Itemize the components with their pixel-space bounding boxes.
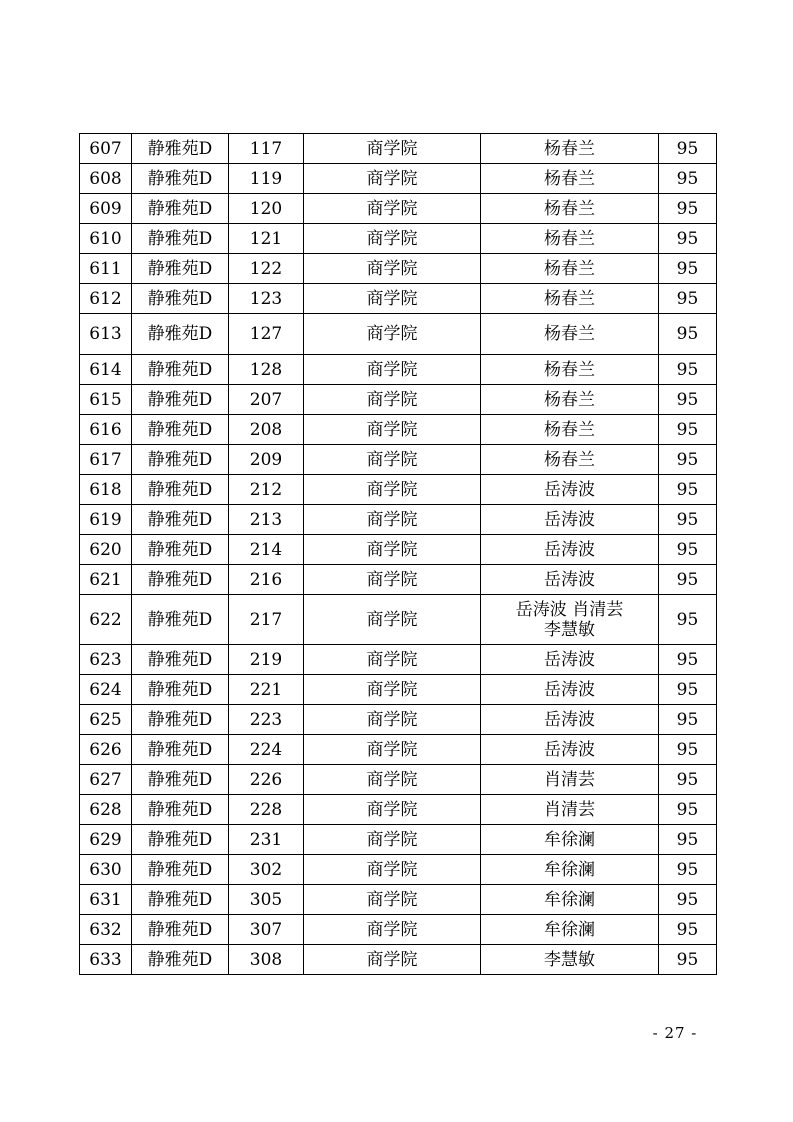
staff-name: 杨春兰 bbox=[544, 288, 595, 309]
score-cell: 95 bbox=[659, 355, 717, 385]
building-cell: 静雅苑D bbox=[132, 675, 229, 705]
row-number-cell: 609 bbox=[80, 194, 132, 224]
staff-cell bbox=[481, 915, 659, 945]
room-number-cell: 117 bbox=[229, 134, 304, 164]
staff-cell bbox=[481, 254, 659, 284]
room-number-cell: 207 bbox=[229, 385, 304, 415]
row-number-cell: 620 bbox=[80, 535, 132, 565]
table-row bbox=[80, 885, 717, 915]
row-number-cell: 617 bbox=[80, 445, 132, 475]
room-number-cell: 216 bbox=[229, 565, 304, 595]
staff-name: 杨春兰 bbox=[544, 389, 595, 410]
row-number-cell: 608 bbox=[80, 164, 132, 194]
staff-cell bbox=[481, 164, 659, 194]
score-cell: 95 bbox=[659, 385, 717, 415]
staff-cell bbox=[481, 885, 659, 915]
row-number-cell: 611 bbox=[80, 254, 132, 284]
college-cell: 商学院 bbox=[304, 314, 481, 355]
row-number-cell: 612 bbox=[80, 284, 132, 314]
staff-cell bbox=[481, 355, 659, 385]
college-cell: 商学院 bbox=[304, 945, 481, 975]
room-number-cell: 231 bbox=[229, 825, 304, 855]
row-number-cell: 629 bbox=[80, 825, 132, 855]
room-number-cell: 223 bbox=[229, 705, 304, 735]
room-number-cell: 226 bbox=[229, 765, 304, 795]
staff-name: 牟徐澜 bbox=[544, 829, 595, 850]
college-cell: 商学院 bbox=[304, 355, 481, 385]
row-number-cell: 616 bbox=[80, 415, 132, 445]
staff-name: 肖清芸 bbox=[544, 799, 595, 820]
room-number-cell: 217 bbox=[229, 595, 304, 645]
building-cell: 静雅苑D bbox=[132, 134, 229, 164]
score-cell: 95 bbox=[659, 765, 717, 795]
staff-name: 肖清芸 bbox=[544, 769, 595, 790]
staff-cell bbox=[481, 535, 659, 565]
row-number-cell: 623 bbox=[80, 645, 132, 675]
staff-cell bbox=[481, 645, 659, 675]
staff-name: 李慧敏 bbox=[544, 949, 595, 970]
row-number-cell: 628 bbox=[80, 795, 132, 825]
staff-cell bbox=[481, 415, 659, 445]
table-row bbox=[80, 825, 717, 855]
table-row bbox=[80, 915, 717, 945]
college-cell: 商学院 bbox=[304, 915, 481, 945]
row-number-cell: 619 bbox=[80, 505, 132, 535]
row-number-cell: 626 bbox=[80, 735, 132, 765]
table-row bbox=[80, 765, 717, 795]
dormitory-score-table bbox=[79, 133, 717, 975]
row-number-cell: 610 bbox=[80, 224, 132, 254]
staff-cell bbox=[481, 765, 659, 795]
room-number-cell: 120 bbox=[229, 194, 304, 224]
staff-name: 岳涛波 bbox=[544, 649, 595, 670]
college-cell: 商学院 bbox=[304, 475, 481, 505]
score-cell: 95 bbox=[659, 915, 717, 945]
staff-name: 杨春兰 bbox=[544, 168, 595, 189]
row-number-cell: 631 bbox=[80, 885, 132, 915]
score-cell: 95 bbox=[659, 415, 717, 445]
staff-name: 岳涛波 bbox=[544, 539, 595, 560]
building-cell: 静雅苑D bbox=[132, 645, 229, 675]
score-cell: 95 bbox=[659, 855, 717, 885]
table-row bbox=[80, 505, 717, 535]
staff-name: 岳涛波 bbox=[544, 479, 595, 500]
building-cell: 静雅苑D bbox=[132, 194, 229, 224]
staff-name: 杨春兰 bbox=[544, 324, 595, 344]
college-cell: 商学院 bbox=[304, 164, 481, 194]
staff-cell bbox=[481, 565, 659, 595]
table-row bbox=[80, 595, 717, 645]
building-cell: 静雅苑D bbox=[132, 705, 229, 735]
staff-cell bbox=[481, 795, 659, 825]
college-cell: 商学院 bbox=[304, 385, 481, 415]
college-cell: 商学院 bbox=[304, 855, 481, 885]
staff-name: 岳涛波 bbox=[544, 509, 595, 530]
score-cell: 95 bbox=[659, 945, 717, 975]
score-cell: 95 bbox=[659, 535, 717, 565]
row-number-cell: 627 bbox=[80, 765, 132, 795]
table-row bbox=[80, 254, 717, 284]
table-row bbox=[80, 475, 717, 505]
page-number: - 27 - bbox=[652, 1024, 698, 1042]
room-number-cell: 228 bbox=[229, 795, 304, 825]
college-cell: 商学院 bbox=[304, 284, 481, 314]
staff-name: 杨春兰 bbox=[544, 228, 595, 249]
college-cell: 商学院 bbox=[304, 445, 481, 475]
college-cell: 商学院 bbox=[304, 825, 481, 855]
college-cell: 商学院 bbox=[304, 565, 481, 595]
staff-name: 杨春兰 bbox=[544, 198, 595, 219]
staff-cell bbox=[481, 284, 659, 314]
building-cell: 静雅苑D bbox=[132, 765, 229, 795]
building-cell: 静雅苑D bbox=[132, 224, 229, 254]
staff-name: 杨春兰 bbox=[544, 258, 595, 279]
row-number-cell: 614 bbox=[80, 355, 132, 385]
staff-name: 杨春兰 bbox=[544, 359, 595, 380]
table-row bbox=[80, 355, 717, 385]
room-number-cell: 127 bbox=[229, 314, 304, 355]
building-cell: 静雅苑D bbox=[132, 385, 229, 415]
staff-cell bbox=[481, 505, 659, 535]
score-cell: 95 bbox=[659, 795, 717, 825]
score-cell: 95 bbox=[659, 224, 717, 254]
college-cell: 商学院 bbox=[304, 645, 481, 675]
room-number-cell: 119 bbox=[229, 164, 304, 194]
building-cell: 静雅苑D bbox=[132, 445, 229, 475]
row-number-cell: 615 bbox=[80, 385, 132, 415]
score-cell: 95 bbox=[659, 314, 717, 355]
room-number-cell: 209 bbox=[229, 445, 304, 475]
row-number-cell: 607 bbox=[80, 134, 132, 164]
table-row bbox=[80, 855, 717, 885]
staff-cell bbox=[481, 595, 659, 645]
row-number-cell: 613 bbox=[80, 314, 132, 355]
staff-cell bbox=[481, 385, 659, 415]
row-number-cell: 618 bbox=[80, 475, 132, 505]
building-cell: 静雅苑D bbox=[132, 505, 229, 535]
room-number-cell: 122 bbox=[229, 254, 304, 284]
college-cell: 商学院 bbox=[304, 675, 481, 705]
room-number-cell: 305 bbox=[229, 885, 304, 915]
room-number-cell: 224 bbox=[229, 735, 304, 765]
table-row bbox=[80, 194, 717, 224]
college-cell: 商学院 bbox=[304, 735, 481, 765]
row-number-cell: 632 bbox=[80, 915, 132, 945]
row-number-cell: 630 bbox=[80, 855, 132, 885]
building-cell: 静雅苑D bbox=[132, 825, 229, 855]
table-row bbox=[80, 134, 717, 164]
building-cell: 静雅苑D bbox=[132, 885, 229, 915]
row-number-cell: 622 bbox=[80, 595, 132, 645]
score-cell: 95 bbox=[659, 445, 717, 475]
table-row bbox=[80, 705, 717, 735]
staff-name: 牟徐澜 bbox=[544, 859, 595, 880]
room-number-cell: 123 bbox=[229, 284, 304, 314]
building-cell: 静雅苑D bbox=[132, 415, 229, 445]
row-number-cell: 625 bbox=[80, 705, 132, 735]
college-cell: 商学院 bbox=[304, 765, 481, 795]
row-number-cell: 633 bbox=[80, 945, 132, 975]
staff-cell bbox=[481, 855, 659, 885]
staff-cell bbox=[481, 314, 659, 355]
building-cell: 静雅苑D bbox=[132, 284, 229, 314]
staff-cell bbox=[481, 675, 659, 705]
room-number-cell: 212 bbox=[229, 475, 304, 505]
building-cell: 静雅苑D bbox=[132, 595, 229, 645]
table-body bbox=[80, 134, 717, 975]
score-cell: 95 bbox=[659, 705, 717, 735]
college-cell: 商学院 bbox=[304, 535, 481, 565]
staff-name: 李慧敏 bbox=[544, 619, 595, 640]
staff-name: 牟徐澜 bbox=[544, 919, 595, 940]
staff-cell bbox=[481, 735, 659, 765]
score-cell: 95 bbox=[659, 194, 717, 224]
score-cell: 95 bbox=[659, 284, 717, 314]
staff-cell bbox=[481, 445, 659, 475]
room-number-cell: 221 bbox=[229, 675, 304, 705]
building-cell: 静雅苑D bbox=[132, 915, 229, 945]
table-row bbox=[80, 565, 717, 595]
staff-cell bbox=[481, 194, 659, 224]
college-cell: 商学院 bbox=[304, 224, 481, 254]
college-cell: 商学院 bbox=[304, 134, 481, 164]
score-cell: 95 bbox=[659, 735, 717, 765]
score-cell: 95 bbox=[659, 164, 717, 194]
college-cell: 商学院 bbox=[304, 194, 481, 224]
table-row bbox=[80, 675, 717, 705]
score-cell: 95 bbox=[659, 645, 717, 675]
staff-name: 岳涛波 bbox=[544, 709, 595, 730]
table-row bbox=[80, 535, 717, 565]
score-cell: 95 bbox=[659, 825, 717, 855]
score-cell: 95 bbox=[659, 885, 717, 915]
room-number-cell: 121 bbox=[229, 224, 304, 254]
score-cell: 95 bbox=[659, 254, 717, 284]
college-cell: 商学院 bbox=[304, 505, 481, 535]
table-row bbox=[80, 314, 717, 355]
room-number-cell: 128 bbox=[229, 355, 304, 385]
building-cell: 静雅苑D bbox=[132, 855, 229, 885]
college-cell: 商学院 bbox=[304, 254, 481, 284]
table-row bbox=[80, 385, 717, 415]
staff-name: 杨春兰 bbox=[544, 419, 595, 440]
building-cell: 静雅苑D bbox=[132, 795, 229, 825]
score-cell: 95 bbox=[659, 595, 717, 645]
room-number-cell: 307 bbox=[229, 915, 304, 945]
row-number-cell: 624 bbox=[80, 675, 132, 705]
room-number-cell: 208 bbox=[229, 415, 304, 445]
staff-name: 岳涛波 bbox=[544, 679, 595, 700]
table-row bbox=[80, 445, 717, 475]
room-number-cell: 214 bbox=[229, 535, 304, 565]
building-cell: 静雅苑D bbox=[132, 254, 229, 284]
score-cell: 95 bbox=[659, 565, 717, 595]
college-cell: 商学院 bbox=[304, 885, 481, 915]
college-cell: 商学院 bbox=[304, 595, 481, 645]
building-cell: 静雅苑D bbox=[132, 475, 229, 505]
building-cell: 静雅苑D bbox=[132, 355, 229, 385]
building-cell: 静雅苑D bbox=[132, 164, 229, 194]
table-row bbox=[80, 735, 717, 765]
staff-cell bbox=[481, 134, 659, 164]
building-cell: 静雅苑D bbox=[132, 565, 229, 595]
table-row bbox=[80, 945, 717, 975]
staff-name: 岳涛波 bbox=[544, 569, 595, 590]
room-number-cell: 302 bbox=[229, 855, 304, 885]
staff-name: 岳涛波 bbox=[544, 739, 595, 760]
score-cell: 95 bbox=[659, 505, 717, 535]
staff-name: 杨春兰 bbox=[544, 449, 595, 470]
staff-name: 牟徐澜 bbox=[544, 889, 595, 910]
table-row bbox=[80, 164, 717, 194]
staff-cell bbox=[481, 945, 659, 975]
row-number-cell: 621 bbox=[80, 565, 132, 595]
building-cell: 静雅苑D bbox=[132, 535, 229, 565]
building-cell: 静雅苑D bbox=[132, 945, 229, 975]
table-row bbox=[80, 645, 717, 675]
college-cell: 商学院 bbox=[304, 415, 481, 445]
staff-name: 杨春兰 bbox=[544, 138, 595, 159]
building-cell: 静雅苑D bbox=[132, 314, 229, 355]
college-cell: 商学院 bbox=[304, 705, 481, 735]
score-cell: 95 bbox=[659, 475, 717, 505]
staff-cell bbox=[481, 475, 659, 505]
table-row bbox=[80, 284, 717, 314]
room-number-cell: 308 bbox=[229, 945, 304, 975]
staff-name: 岳涛波 肖清芸 bbox=[515, 599, 624, 620]
building-cell: 静雅苑D bbox=[132, 735, 229, 765]
room-number-cell: 213 bbox=[229, 505, 304, 535]
table-row bbox=[80, 224, 717, 254]
staff-cell bbox=[481, 705, 659, 735]
score-cell: 95 bbox=[659, 675, 717, 705]
staff-cell bbox=[481, 825, 659, 855]
table-row bbox=[80, 415, 717, 445]
staff-cell bbox=[481, 224, 659, 254]
table-row bbox=[80, 795, 717, 825]
score-cell: 95 bbox=[659, 134, 717, 164]
college-cell: 商学院 bbox=[304, 795, 481, 825]
room-number-cell: 219 bbox=[229, 645, 304, 675]
